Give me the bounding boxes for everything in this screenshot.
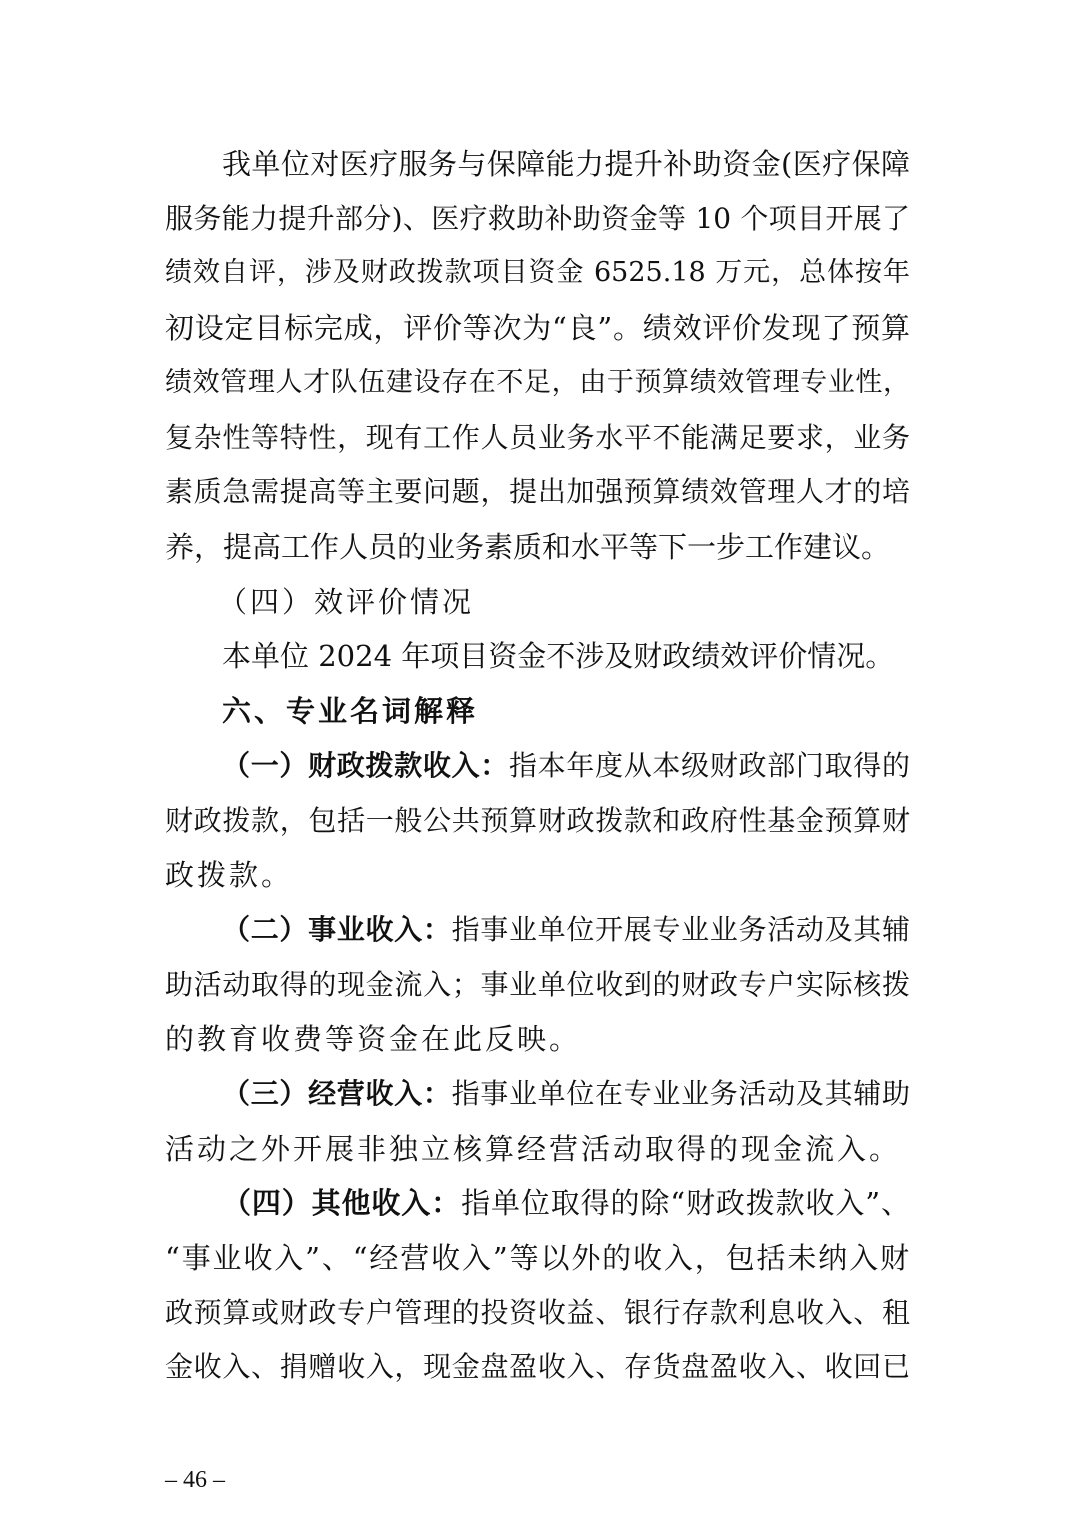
definition-first-line xyxy=(222,1072,910,1116)
paragraph-line: 服务能力提升部分)、医疗救助补助资金等 10 个项目开展了 xyxy=(165,202,910,235)
paragraph-line: 活动之外开展非独立核算经营活动取得的现金流入。 xyxy=(165,1132,902,1166)
section-subheading: （四）效评价情况 xyxy=(218,585,475,619)
paragraph-line: 我单位对医疗服务与保障能力提升补助资金(医疗保障 xyxy=(222,147,910,181)
paragraph-line: 初设定目标完成，评价等次为“良”。绩效评价发现了预算 xyxy=(165,311,910,345)
page-number: – 46 – xyxy=(165,1467,225,1493)
definition-first-line xyxy=(222,744,910,788)
definition-term: （一）财政拨款收入： xyxy=(222,749,509,782)
paragraph-line: 绩效管理人才队伍建设存在不足，由于预算绩效管理专业性， xyxy=(165,367,910,398)
definition-term: （四）其他收入： xyxy=(222,1186,462,1220)
definition-text: 指单位取得的除“财政拨款收入”、 xyxy=(461,1186,910,1220)
paragraph-line: 素质急需提高等主要问题，提出加强预算绩效管理人才的培 xyxy=(165,475,910,508)
paragraph-line: 养，提高工作人员的业务素质和水平等下一步工作建议。 xyxy=(165,530,891,564)
definition-first-line xyxy=(222,1181,910,1225)
definition-text: 指事业单位开展专业业务活动及其辅 xyxy=(451,913,910,946)
paragraph-line: 金收入、捐赠收入，现金盘盈收入、存货盘盈收入、收回已 xyxy=(165,1350,910,1383)
definition-text: 指事业单位在专业业务活动及其辅助 xyxy=(451,1077,910,1110)
paragraph-line: 绩效自评，涉及财政拨款项目资金 6525.18 万元，总体按年 xyxy=(165,257,910,288)
paragraph-line: 助活动取得的现金流入；事业单位收到的财政专户实际核拨 xyxy=(165,968,910,1001)
paragraph-line: 政预算或财政专户管理的投资收益、银行存款利息收入、租 xyxy=(165,1296,910,1329)
definition-first-line xyxy=(222,908,910,952)
paragraph-line: “事业收入”、“经营收入”等以外的收入，包括未纳入财 xyxy=(165,1241,910,1275)
paragraph-line: 政拨款。 xyxy=(165,858,294,892)
definition-term: （二）事业收入： xyxy=(222,913,452,946)
definition-text: 指本年度从本级财政部门取得的 xyxy=(508,749,910,782)
paragraph-line: 本单位 2024 年项目资金不涉及财政绩效评价情况。 xyxy=(222,639,895,673)
paragraph-line: 的教育收费等资金在此反映。 xyxy=(165,1022,582,1056)
paragraph-line: 复杂性等特性，现有工作人员业务水平不能满足要求，业务 xyxy=(165,421,910,454)
definition-term: （三）经营收入： xyxy=(222,1077,452,1110)
paragraph-line: 财政拨款，包括一般公共预算财政拨款和政府性基金预算财 xyxy=(165,804,910,837)
section-heading: 六、专业名词解释 xyxy=(222,694,479,728)
